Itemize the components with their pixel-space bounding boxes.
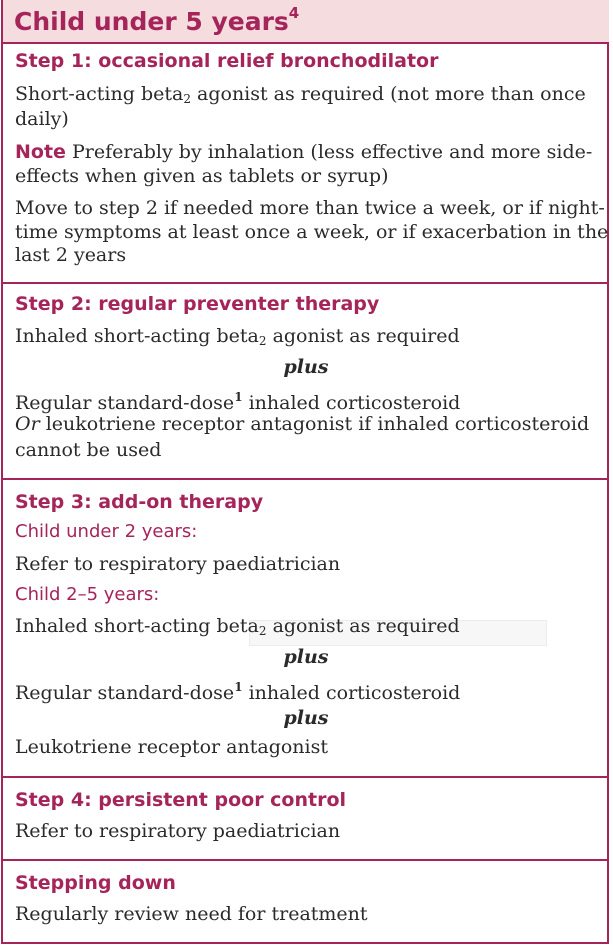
step-1-line: last 2 years bbox=[15, 244, 127, 266]
step-1-note: Note Preferably by inhalation (less effective and more side- bbox=[15, 141, 593, 163]
step-2-line: Inhaled short-acting beta$_2$ agonist as required bbox=[15, 325, 460, 348]
panel-title: Child under 5 years$^4$ bbox=[14, 4, 300, 36]
guideline-panel bbox=[1, 0, 609, 944]
step-3-line: Refer to respiratory paediatrician bbox=[15, 553, 341, 575]
step-1-line: Move to step 2 if needed more than twice a week, or if night- bbox=[15, 197, 605, 219]
step-4-heading: Step 4: persistent poor control bbox=[15, 789, 347, 811]
step-1-line: effects when given as tablets or syrup) bbox=[15, 165, 389, 187]
divider bbox=[3, 282, 609, 284]
step-3-subheading: Child 2–5 years: bbox=[15, 584, 160, 605]
divider bbox=[3, 776, 609, 778]
step-3-heading: Step 3: add-on therapy bbox=[15, 491, 264, 513]
step-2-line: Or leukotriene receptor antagonist if inhaled corticosteroid bbox=[15, 413, 590, 435]
plus-connector: plus bbox=[283, 356, 329, 378]
step-3-line: Inhaled short-acting beta$_2$ agonist as required bbox=[15, 615, 460, 638]
step-3-subheading: Child under 2 years: bbox=[15, 521, 198, 542]
divider bbox=[3, 478, 609, 480]
step-3-line: Regular standard-dose$^1$ inhaled corticosteroid bbox=[15, 680, 461, 704]
stepping-down-line: Regularly review need for treatment bbox=[15, 903, 368, 925]
step-3-line: Leukotriene receptor antagonist bbox=[15, 736, 329, 758]
note-label: Note bbox=[15, 141, 66, 163]
step-1-heading: Step 1: occasional relief bronchodilator bbox=[15, 50, 439, 72]
plus-connector: plus bbox=[283, 646, 329, 668]
step-1-line: daily) bbox=[15, 108, 69, 130]
step-1-line: Short-acting beta$_2$ agonist as required (not more than once bbox=[15, 83, 586, 106]
panel-header bbox=[3, 0, 609, 44]
step-4-line: Refer to respiratory paediatrician bbox=[15, 820, 341, 842]
step-1-line: time symptoms at least once a week, or if exacerbation in the bbox=[15, 221, 609, 243]
step-2-line: cannot be used bbox=[15, 439, 162, 461]
step-2-line: Regular standard-dose$^1$ inhaled corticosteroid bbox=[15, 390, 461, 414]
divider bbox=[3, 859, 609, 861]
stepping-down-heading: Stepping down bbox=[15, 872, 176, 894]
step-2-heading: Step 2: regular preventer therapy bbox=[15, 293, 380, 315]
plus-connector: plus bbox=[283, 707, 329, 729]
